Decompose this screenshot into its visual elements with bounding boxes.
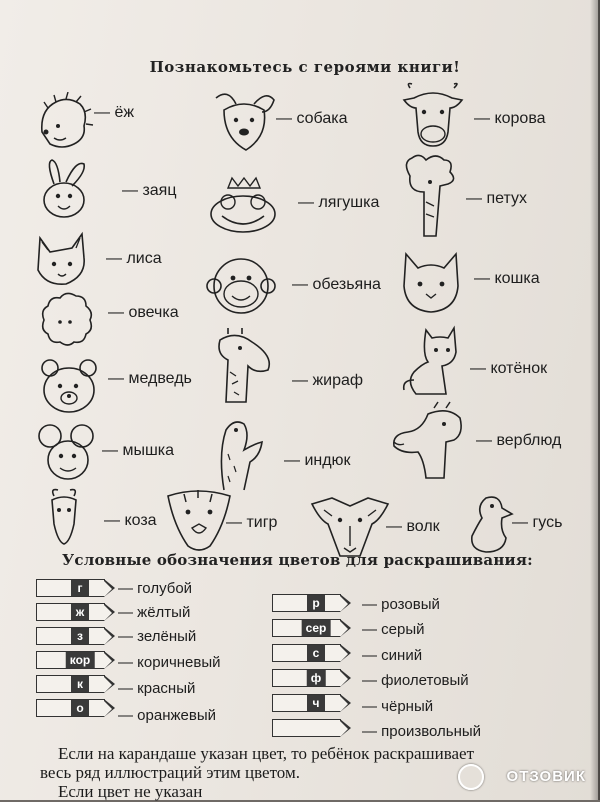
goat-icon [40, 486, 90, 548]
pencil-code: р [307, 595, 325, 611]
animal-kitten [400, 324, 570, 398]
animal-label: — медведь [108, 370, 192, 387]
hedgehog-icon [34, 92, 96, 154]
animal-label: — коза [104, 512, 157, 529]
animal-label: — мышка [102, 442, 175, 459]
animal-camel [388, 400, 568, 480]
animal-hedgehog [34, 92, 184, 154]
pencil-code: ч [307, 695, 325, 711]
cat-icon [398, 250, 464, 316]
color-name: — красный [118, 680, 196, 697]
pencil-code: кор [66, 652, 95, 668]
animal-label: — индюк [284, 452, 351, 469]
pencil-code: з [71, 628, 89, 644]
page-edge-shadow [590, 0, 600, 800]
color-name: — серый [362, 621, 425, 638]
animal-bear [38, 356, 192, 420]
animal-label: — гусь [512, 514, 563, 531]
color-name: — розовый [362, 596, 440, 613]
animal-goose [466, 492, 586, 556]
monkey-icon [206, 254, 276, 320]
instruction-line: весь ряд иллюстраций этим цветом. [40, 763, 300, 782]
color-name: — оранжевый [118, 707, 216, 724]
turkey-icon [214, 414, 278, 494]
color-name: — фиолетовый [362, 672, 469, 689]
kitten-icon [400, 324, 466, 398]
bear-icon [38, 356, 102, 420]
animal-turkey [214, 414, 384, 494]
page-title: Познакомьтесь с героями книги! [149, 58, 461, 76]
tiger-icon [164, 486, 234, 556]
animal-label: — корова [474, 110, 546, 127]
color-name: — зелёный [118, 628, 197, 645]
animal-label: — заяц [122, 182, 177, 199]
color-name: — голубой [118, 580, 193, 597]
animal-label: — кошка [474, 270, 540, 287]
animal-mouse [36, 422, 186, 486]
instruction-line: Если на карандаше указан цвет, то ребёнок раскрашивает [58, 744, 475, 763]
color-name: — жёлтый [118, 604, 191, 621]
animal-label: — лиса [106, 250, 162, 267]
animal-label: — обезьяна [292, 276, 381, 293]
animal-cow [400, 80, 570, 152]
pencil-code: ф [307, 670, 326, 686]
animal-label: — тигр [226, 514, 278, 531]
watermark: ОТЗОВИК [506, 768, 586, 785]
animal-rooster [396, 152, 566, 238]
animal-label: — котёнок [470, 360, 548, 377]
animal-label: — волк [386, 518, 440, 535]
animal-rabbit [36, 158, 186, 220]
camel-icon [388, 400, 468, 480]
pencil-code: г [71, 580, 89, 596]
cow-icon [400, 80, 466, 152]
animal-fox [32, 228, 182, 292]
animal-tiger [164, 486, 324, 556]
color-name: — произвольный [362, 723, 482, 740]
animal-label: — ёж [94, 104, 135, 121]
sheep-icon [34, 290, 96, 352]
pencil-code: к [71, 676, 89, 692]
animal-label: — лягушка [298, 194, 380, 211]
color-name: — синий [362, 647, 423, 664]
dog-icon [210, 88, 280, 158]
rabbit-icon [36, 158, 98, 220]
color-name: — чёрный [362, 698, 434, 715]
legend-title: Условные обозначения цветов для раскрашивания: [62, 551, 533, 569]
animal-cat [398, 250, 568, 316]
pencil-code: ж [71, 604, 89, 620]
mouse-icon [36, 422, 100, 486]
animal-frog [206, 176, 380, 238]
giraffe-icon [212, 326, 276, 406]
animal-label: — собака [276, 110, 348, 127]
pencil-code: сер [302, 620, 331, 636]
animal-label: — петух [466, 190, 527, 207]
frog-icon [206, 176, 280, 238]
instruction-line: Если цвет не указан [58, 782, 203, 801]
pencil-code: с [307, 645, 325, 661]
animal-monkey [206, 254, 386, 320]
animal-sheep [34, 290, 184, 352]
watermark-logo-icon [458, 764, 484, 790]
goose-icon [466, 492, 516, 556]
animal-dog [210, 88, 370, 158]
animal-label: — овечка [108, 304, 179, 321]
animal-label: — верблюд [476, 432, 562, 449]
rooster-icon [396, 152, 462, 238]
pencil-code: о [71, 700, 89, 716]
animal-giraffe [212, 326, 382, 406]
color-name: — коричневый [118, 654, 221, 671]
fox-icon [32, 228, 96, 292]
animal-label: — жираф [292, 372, 364, 389]
